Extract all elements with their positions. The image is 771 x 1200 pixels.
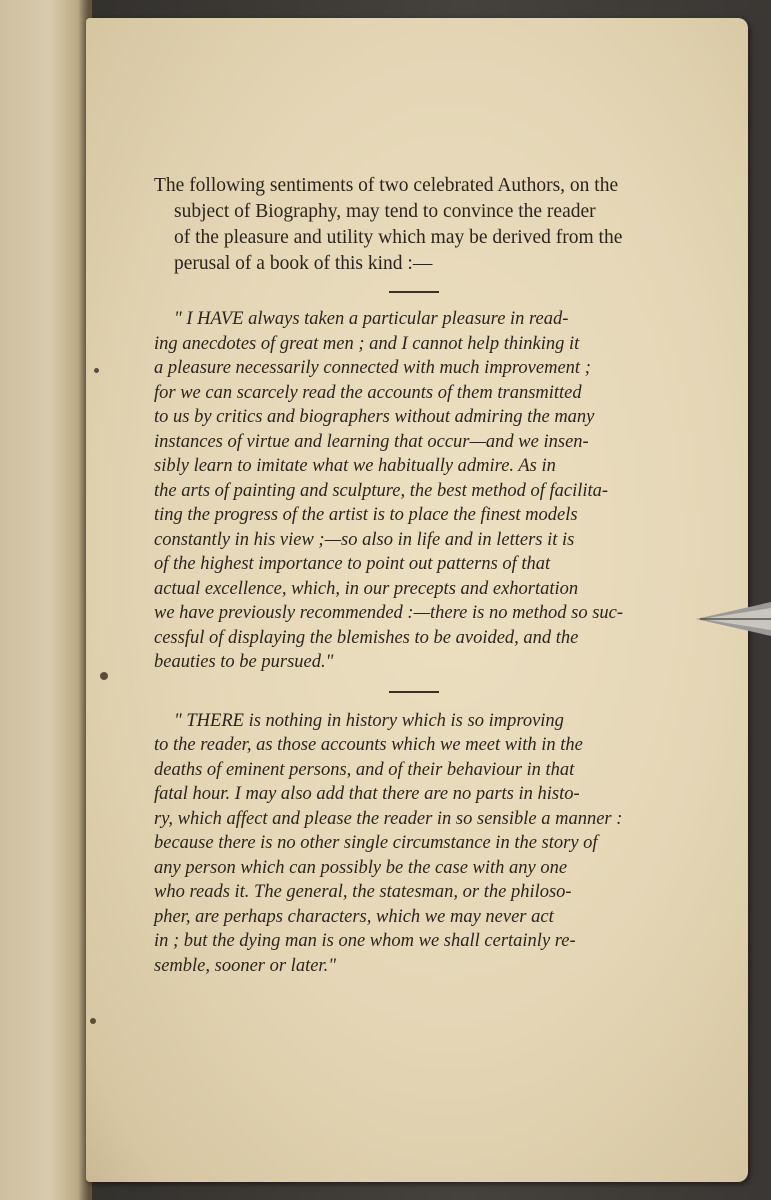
- quote-line: pher, are perhaps characters, which we may never act: [154, 906, 554, 927]
- quote-line: because there is no other single circumstance in the story of: [154, 833, 598, 853]
- intro-line: perusal of a book of this kind :—: [174, 253, 433, 274]
- quote-line: the arts of painting and sculpture, the best method of facilita-: [154, 480, 609, 501]
- quote-line: ry, which affect and please the reader in so sensible a manner :: [154, 808, 623, 829]
- page-text: [154, 173, 674, 978]
- quote-line: fatal hour. I may also add that there are no parts in histo-: [154, 784, 580, 804]
- quote-line: instances of virtue and learning that occur—and we insen-: [154, 431, 589, 452]
- quote-line: who reads it. The general, the statesman, or the philoso-: [154, 882, 572, 902]
- quote-line: to the reader, as those accounts which we meet with in the: [154, 735, 583, 755]
- quote-line: we have previously recommended :—there is no method so suc-: [154, 603, 624, 623]
- paper-speck: [94, 368, 99, 373]
- paper-speck: [90, 1018, 96, 1024]
- paper-speck: [100, 672, 108, 680]
- quote-line: " I HAVE always taken a particular pleasure in read-: [174, 309, 569, 329]
- quote-line: of the highest importance to point out patterns of that: [154, 554, 551, 574]
- quote-line: to us by critics and biographers without admiring the many: [154, 407, 595, 427]
- quote-line: cessful of displaying the blemishes to be avoided, and the: [154, 627, 579, 648]
- quote-two: [154, 709, 674, 979]
- quote-line: in ; but the dying man is one whom we shall certainly re-: [154, 931, 576, 951]
- quote-line: actual excellence, which, in our precepts and exhortation: [154, 578, 579, 599]
- quote-line: for we can scarcely read the accounts of them transmitted: [154, 382, 582, 403]
- section-divider: [389, 691, 439, 693]
- intro-line: subject of Biography, may tend to convince the reader: [174, 201, 596, 222]
- section-divider: [389, 291, 439, 293]
- intro-line: of the pleasure and utility which may be derived from the: [174, 227, 623, 248]
- quote-line: semble, sooner or later.": [154, 955, 336, 976]
- quote-line: deaths of eminent persons, and of their behaviour in that: [154, 759, 575, 780]
- quote-line: " THERE is nothing in history which is so improving: [174, 710, 564, 731]
- quote-line: sibly learn to imitate what we habitually admire. As in: [154, 456, 556, 476]
- quote-line: constantly in his view ;—so also in life and in letters it is: [154, 529, 575, 550]
- quote-line: ting the progress of the artist is to place the finest models: [154, 505, 578, 525]
- quote-line: any person which can possibly be the case with any one: [154, 857, 568, 878]
- quote-one: [154, 307, 674, 675]
- pen-nib-icon: [696, 594, 771, 644]
- intro-paragraph: [154, 173, 674, 277]
- quote-line: ing anecdotes of great men ; and I cannot help thinking it: [154, 333, 580, 354]
- book-page: [86, 18, 748, 1182]
- quote-line: a pleasure necessarily connected with much improvement ;: [154, 358, 591, 378]
- intro-line: The following sentiments of two celebrated Authors, on the: [154, 175, 619, 196]
- quote-line: beauties to be pursued.": [154, 652, 334, 672]
